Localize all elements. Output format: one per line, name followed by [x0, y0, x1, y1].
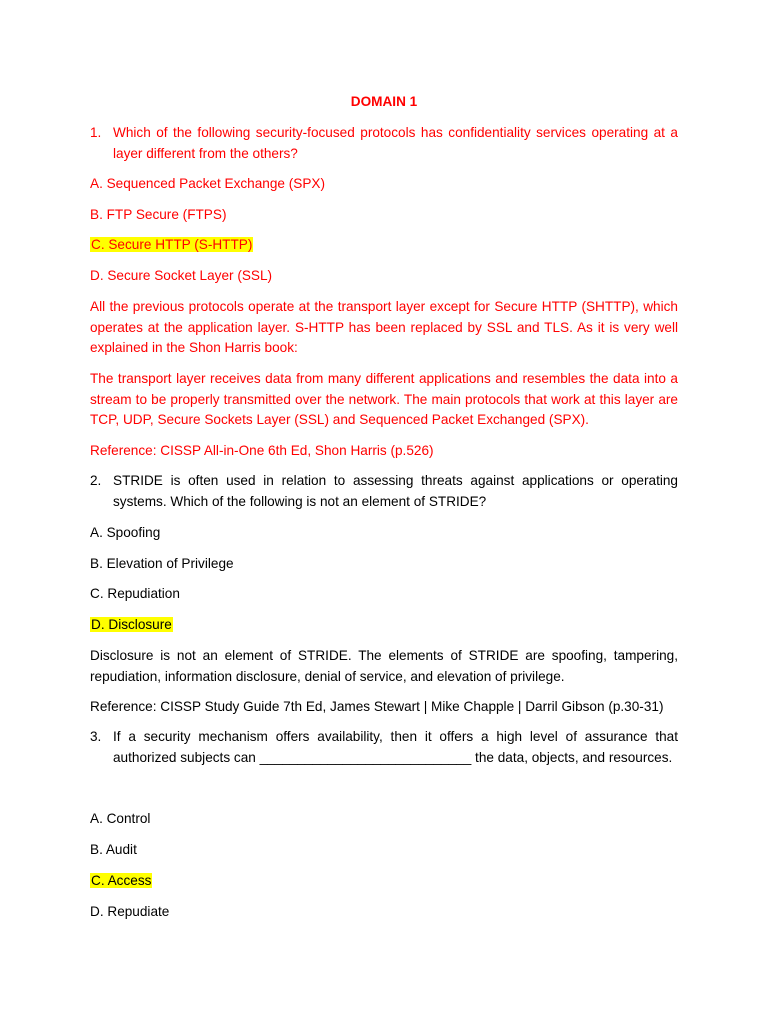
question-1-number: 1.	[90, 125, 102, 140]
question-3-correct-answer-highlight: C. Access	[91, 873, 152, 888]
question-2-number: 2.	[90, 473, 102, 488]
question-1-reference: Reference: CISSP All-in-One 6th Ed, Shon Harris (p.526)	[90, 443, 434, 458]
question-3-option-c	[90, 871, 678, 892]
question-1-option-b: B. FTP Secure (FTPS)	[90, 207, 227, 222]
question-3-option-b: B. Audit	[90, 842, 137, 857]
question-2-explanation: Disclosure is not an element of STRIDE. The elements of STRIDE are spoofing, tampering, repudiation, information disclosure, denial of service, and elevation of privilege.	[90, 648, 678, 684]
question-1-quote: The transport layer receives data from many different applications and resembles the data into a stream to be properly transmitted over the network. The main protocols that work at this layer are TCP, UDP, Secure Sockets Layer (SSL) and Sequenced Packet Exchanged (SPX).	[90, 371, 678, 427]
question-1-correct-answer-highlight: C. Secure HTTP (S-HTTP)	[91, 237, 253, 252]
question-3-text: If a security mechanism offers availability, then it offers a high level of assurance that authorized subjects can ____________________________ the data, objects, and resources.	[113, 729, 678, 765]
question-1-text: Which of the following security-focused protocols has confidentiality services operating at a layer different from the others?	[113, 125, 678, 161]
question-3-option-a: A. Control	[90, 811, 151, 826]
question-1-option-c	[90, 235, 678, 256]
question-2-text: STRIDE is often used in relation to assessing threats against applications or operating systems. Which of the following is not an element of STRIDE?	[113, 473, 678, 509]
question-2	[90, 471, 678, 512]
domain-heading: DOMAIN 1	[350, 94, 418, 109]
question-3	[90, 727, 678, 768]
question-2-option-a: A. Spoofing	[90, 525, 161, 540]
question-1-explanation: All the previous protocols operate at the transport layer except for Secure HTTP (SHTTP), which operates at the application layer. S-HTTP has been replaced by SSL and TLS. As it is very well explained in the Shon Harris book:	[90, 299, 678, 355]
question-2-option-b: B. Elevation of Privilege	[90, 556, 234, 571]
question-3-option-d: D. Repudiate	[90, 904, 170, 919]
question-1	[90, 123, 678, 164]
question-2-correct-answer-highlight: D. Disclosure	[91, 617, 172, 632]
question-2-option-d	[90, 615, 678, 636]
question-2-option-c: C. Repudiation	[90, 586, 180, 601]
question-2-reference: Reference: CISSP Study Guide 7th Ed, James Stewart | Mike Chapple | Darril Gibson (p.30-31)	[90, 699, 664, 714]
question-3-number: 3.	[90, 729, 102, 744]
question-1-option-d: D. Secure Socket Layer (SSL)	[90, 268, 273, 283]
question-1-option-a: A. Sequenced Packet Exchange (SPX)	[90, 176, 326, 191]
